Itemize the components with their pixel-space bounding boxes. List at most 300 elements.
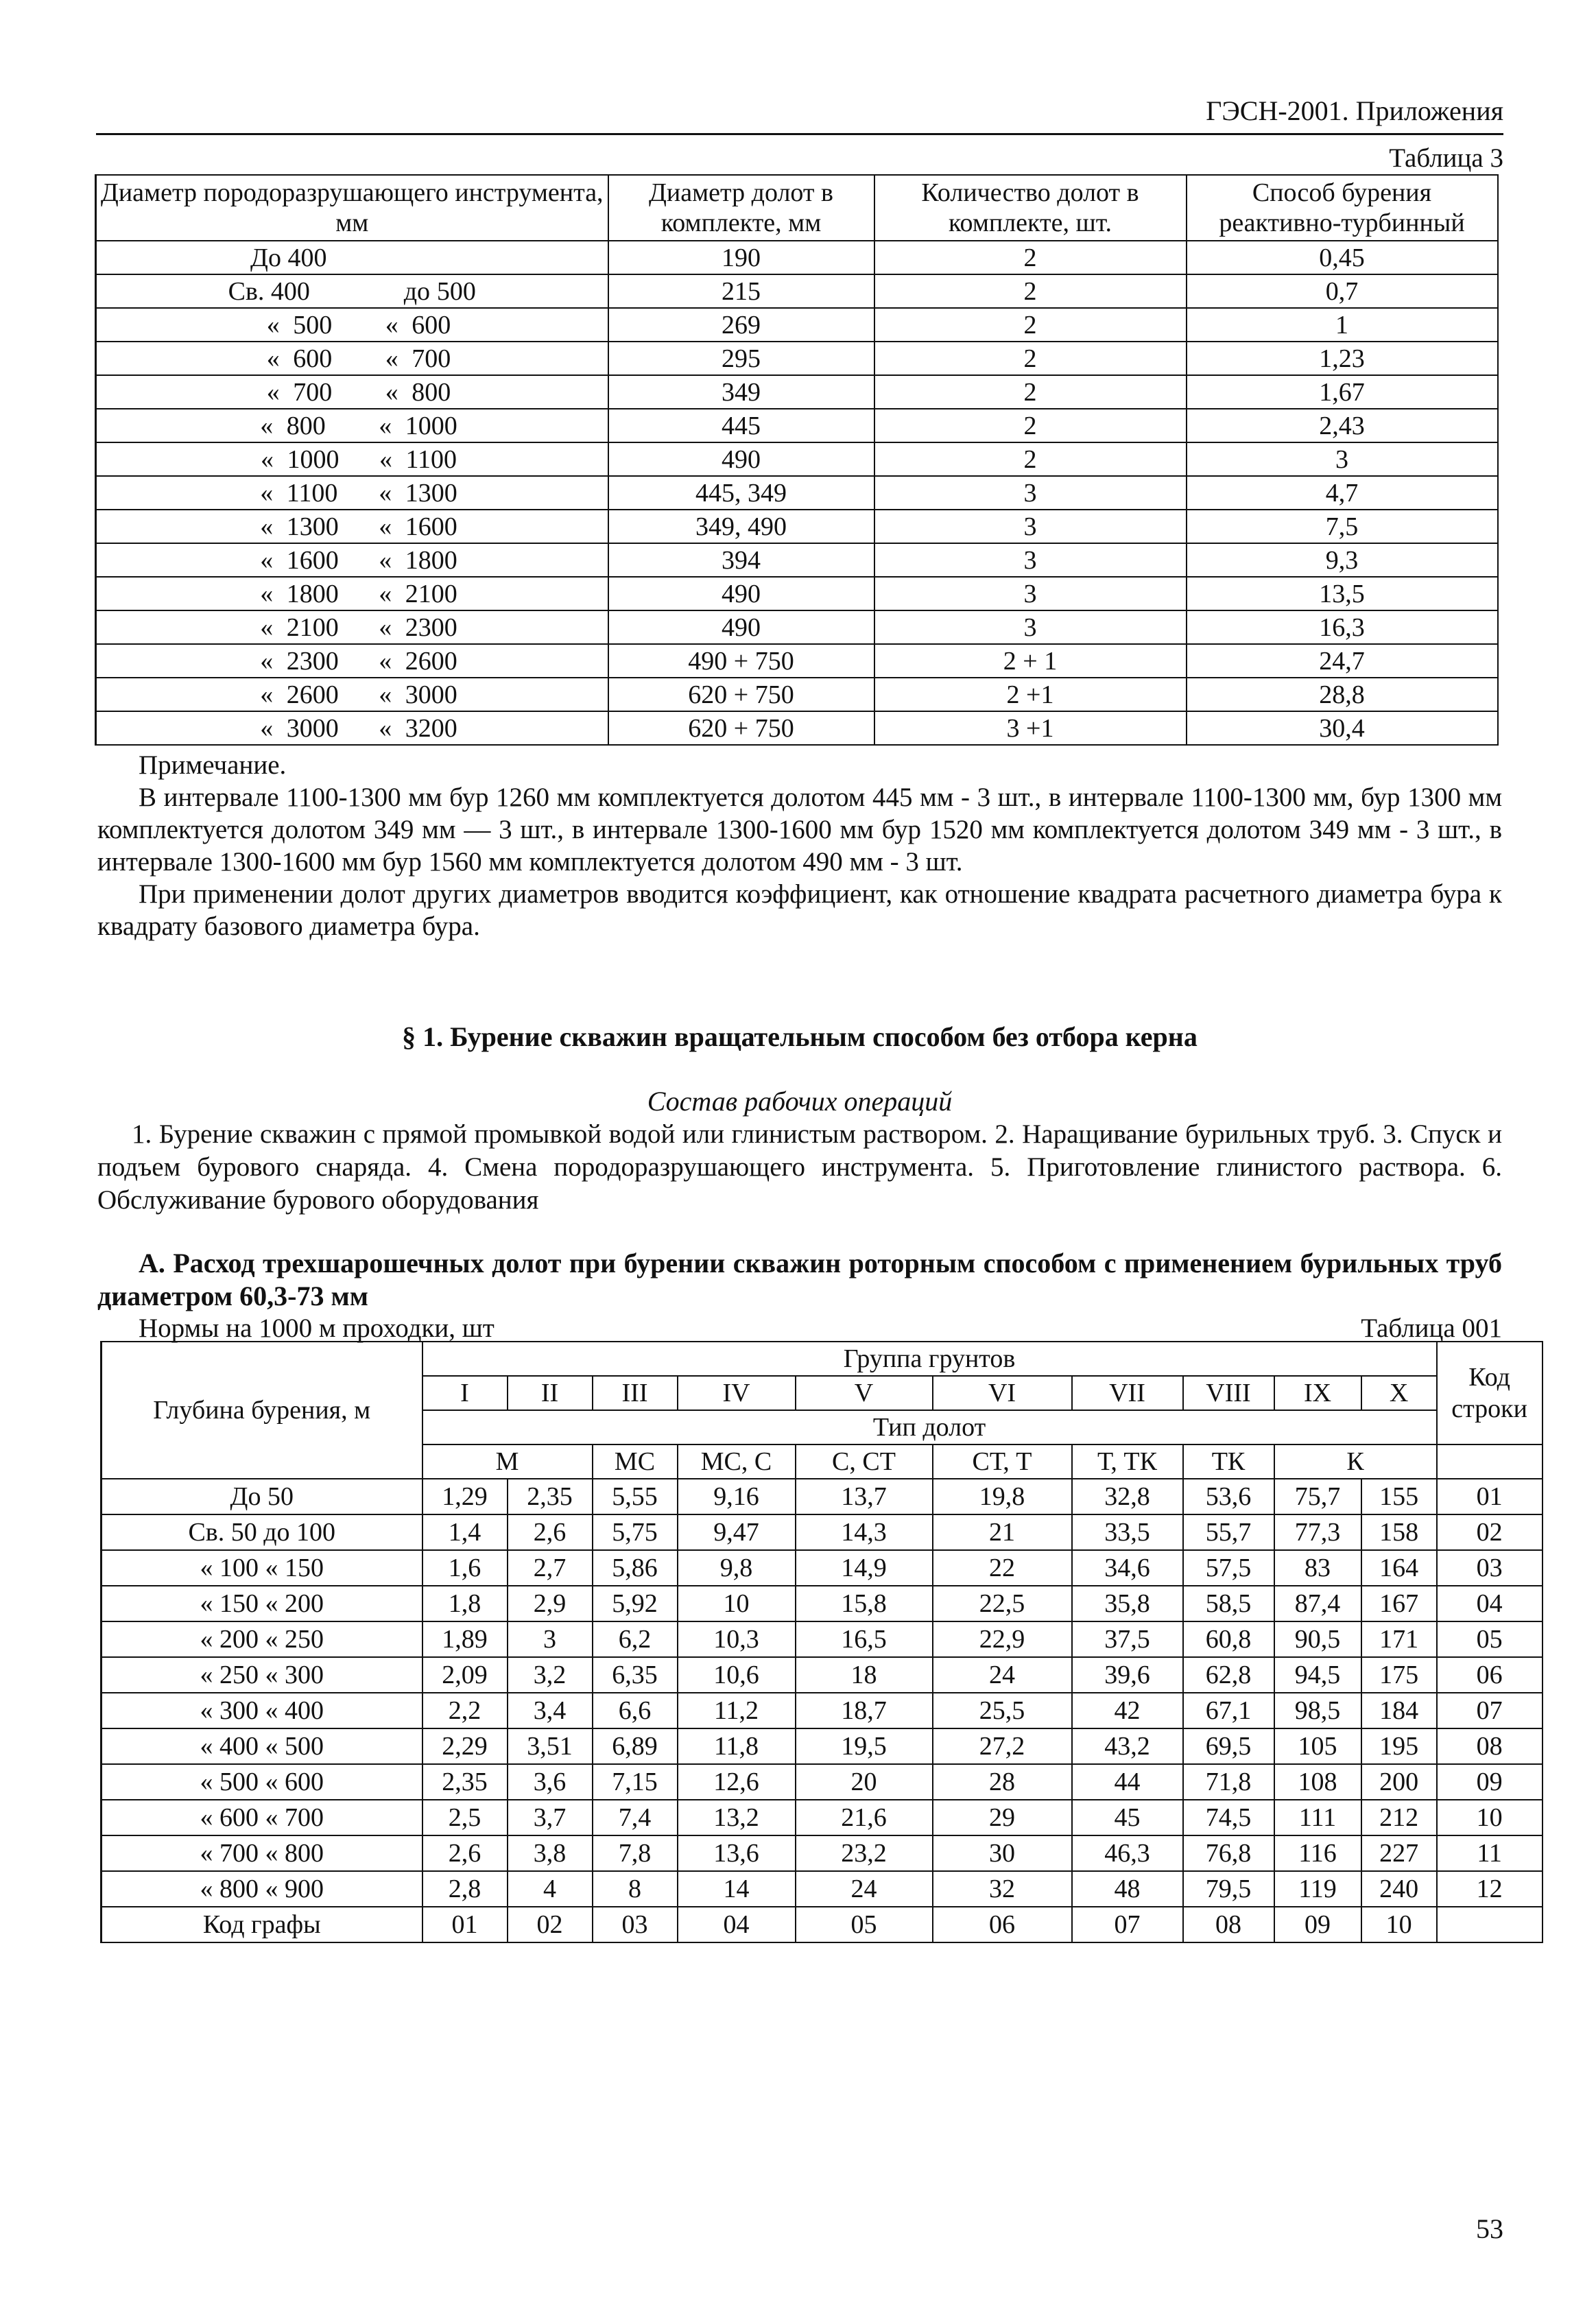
bit-count-cell: 3 [874, 543, 1187, 577]
norm-value-cell: 5,92 [593, 1586, 678, 1621]
tool-diameter-cell [96, 241, 608, 274]
norm-value-cell: 158 [1361, 1514, 1437, 1550]
tool-diameter-part: « [379, 613, 392, 642]
table-3-body [96, 241, 1498, 745]
column-code-cell: 05 [796, 1907, 933, 1942]
norm-value-cell: 4 [508, 1871, 593, 1907]
norm-value-cell: 35,8 [1072, 1586, 1183, 1621]
norm-value-cell: 6,6 [593, 1693, 678, 1728]
depth-cell: До 50 [102, 1479, 422, 1514]
table-3 [95, 174, 1499, 746]
norm-value-cell: 60,8 [1183, 1621, 1274, 1657]
norm-value-cell: 2,8 [422, 1871, 508, 1907]
row-code-cell: 10 [1437, 1800, 1543, 1835]
bit-type-cell: Т, ТК [1072, 1444, 1183, 1479]
norm-value-cell: 28 [933, 1764, 1072, 1800]
bit-count-cell: 2 [874, 274, 1187, 308]
norm-value-cell: 2,9 [508, 1586, 593, 1621]
norm-value-cell: 29 [933, 1800, 1072, 1835]
norm-value-cell: 19,8 [933, 1479, 1072, 1514]
tool-diameter-part: 1100 [405, 444, 457, 474]
norm-value-cell: 119 [1274, 1871, 1361, 1907]
tool-diameter-part: « [260, 444, 274, 474]
bit-type-cell: С, СТ [796, 1444, 933, 1479]
table-3-row [96, 409, 1498, 442]
column-code-row [102, 1907, 1543, 1942]
bit-type-cell: СТ, Т [933, 1444, 1072, 1479]
norm-value-cell: 18,7 [796, 1693, 933, 1728]
tool-diameter-part: 700 [412, 344, 451, 373]
bit-type-cell: М [422, 1444, 593, 1479]
page-number: 53 [1476, 2213, 1503, 2244]
tool-diameter-part: 2100 [405, 579, 457, 608]
tool-diameter-part: 2300 [405, 613, 457, 642]
norm-value-cell: 58,5 [1183, 1586, 1274, 1621]
bit-diameter-cell: 620 + 750 [608, 678, 874, 711]
bit-count-cell: 2 +1 [874, 678, 1187, 711]
method-value-cell: 28,8 [1187, 678, 1498, 711]
norm-value-cell: 3,7 [508, 1800, 593, 1835]
norm-value-cell: 155 [1361, 1479, 1437, 1514]
table-001-caption: Таблица 001 [1361, 1313, 1502, 1343]
bit-diameter-cell: 490 [608, 610, 874, 644]
norm-value-cell: 1,8 [422, 1586, 508, 1621]
table-3-row [96, 610, 1498, 644]
norm-value-cell: 39,6 [1072, 1657, 1183, 1693]
depth-cell: « 300 « 400 [102, 1693, 422, 1728]
norm-value-cell: 227 [1361, 1835, 1437, 1871]
tool-diameter-part: до [403, 276, 431, 306]
soil-group-cell: X [1361, 1376, 1437, 1410]
tool-diameter-cell [96, 610, 608, 644]
table-3-row [96, 274, 1498, 308]
norm-value-cell: 21 [933, 1514, 1072, 1550]
norm-value-cell: 20 [796, 1764, 933, 1800]
norm-value-cell: 2,35 [508, 1479, 593, 1514]
norm-value-cell: 94,5 [1274, 1657, 1361, 1693]
table-3-col-header: Количество долот в комплекте, шт. [874, 175, 1187, 241]
norm-value-cell: 77,3 [1274, 1514, 1361, 1550]
norm-value-cell: 2,6 [422, 1835, 508, 1871]
row-code-cell: 02 [1437, 1514, 1543, 1550]
norm-value-cell: 8 [593, 1871, 678, 1907]
norm-value-cell: 164 [1361, 1550, 1437, 1586]
norm-value-cell: 5,86 [593, 1550, 678, 1586]
soil-group-cell: VII [1072, 1376, 1183, 1410]
bit-diameter-cell: 490 [608, 442, 874, 476]
tool-diameter-part: 1600 [286, 545, 339, 575]
bit-count-cell: 3 [874, 476, 1187, 510]
row-code-cell: 03 [1437, 1550, 1543, 1586]
norm-value-cell: 34,6 [1072, 1550, 1183, 1586]
norm-value-cell: 9,8 [678, 1550, 796, 1586]
bit-diameter-cell: 445, 349 [608, 476, 874, 510]
soil-group-cell: IV [678, 1376, 796, 1410]
norm-value-cell: 87,4 [1274, 1586, 1361, 1621]
depth-header: Глубина бурения, м [102, 1342, 422, 1479]
operations-paragraph: 1. Бурение скважин с прямой промывкой водой или глинистым раствором. 2. Наращивание бурильных труб. 3. Спуск и подъем бурового снаряда. 4. Смена породоразрушающего инструмента. 5. Приготовление глинистого раствора. 6. Обслуживание бурового оборудования [97, 1119, 1502, 1215]
row-code-header: Код строки [1437, 1342, 1543, 1444]
norm-value-cell: 45 [1072, 1800, 1183, 1835]
table-001-row [102, 1550, 1543, 1586]
norm-value-cell: 3,8 [508, 1835, 593, 1871]
bit-count-cell: 3 [874, 577, 1187, 610]
tool-diameter-part: « [379, 646, 392, 676]
soil-group-cell: V [796, 1376, 933, 1410]
table-3-row [96, 308, 1498, 342]
tool-diameter-part: 3200 [405, 713, 457, 743]
tool-diameter-part: 1100 [286, 478, 338, 508]
row-code-cell: 07 [1437, 1693, 1543, 1728]
norm-value-cell: 11,8 [678, 1728, 796, 1764]
norm-value-cell: 69,5 [1183, 1728, 1274, 1764]
row-code-cell: 11 [1437, 1835, 1543, 1871]
bit-count-cell: 3 +1 [874, 711, 1187, 745]
table-3-row [96, 476, 1498, 510]
tool-diameter-part: 1800 [286, 579, 339, 608]
norm-value-cell: 5,75 [593, 1514, 678, 1550]
tool-diameter-part: « [266, 310, 280, 340]
depth-cell: « 500 « 600 [102, 1764, 422, 1800]
norm-value-cell: 111 [1274, 1800, 1361, 1835]
bit-type-cell: МС, С [678, 1444, 796, 1479]
norm-value-cell: 3,2 [508, 1657, 593, 1693]
table-001-row [102, 1693, 1543, 1728]
row-code-cell: 04 [1437, 1586, 1543, 1621]
norm-value-cell: 11,2 [678, 1693, 796, 1728]
norm-value-cell: 30 [933, 1835, 1072, 1871]
norm-value-cell: 74,5 [1183, 1800, 1274, 1835]
norm-value-cell: 195 [1361, 1728, 1437, 1764]
method-value-cell: 30,4 [1187, 711, 1498, 745]
section-subtitle: Состав рабочих операций [647, 1086, 953, 1117]
norm-value-cell: 9,47 [678, 1514, 796, 1550]
tool-diameter-part: 3000 [405, 680, 457, 709]
bit-type-header: Тип долот [422, 1410, 1437, 1444]
method-value-cell: 1,23 [1187, 342, 1498, 375]
tool-diameter-part: 1300 [286, 512, 339, 541]
bit-diameter-cell: 190 [608, 241, 874, 274]
bit-count-cell: 2 [874, 308, 1187, 342]
table-3-row [96, 543, 1498, 577]
norm-value-cell: 21,6 [796, 1800, 933, 1835]
norm-value-cell: 3,6 [508, 1764, 593, 1800]
norm-value-cell: 53,6 [1183, 1479, 1274, 1514]
table-001 [100, 1341, 1543, 1943]
tool-diameter-cell [96, 644, 608, 678]
soil-group-cell: IX [1274, 1376, 1361, 1410]
depth-cell: Св. 50 до 100 [102, 1514, 422, 1550]
bit-diameter-cell: 215 [608, 274, 874, 308]
norm-value-cell: 2,09 [422, 1657, 508, 1693]
table-001-row [102, 1621, 1543, 1657]
norm-value-cell: 15,8 [796, 1586, 933, 1621]
tool-diameter-part: « [260, 545, 274, 575]
norm-value-cell: 3,4 [508, 1693, 593, 1728]
norm-value-cell: 48 [1072, 1871, 1183, 1907]
norm-value-cell: 7,8 [593, 1835, 678, 1871]
tool-diameter-cell [96, 711, 608, 745]
row-code-cell: 05 [1437, 1621, 1543, 1657]
tool-diameter-part: До 400 [250, 243, 327, 272]
soil-group-cell: VIII [1183, 1376, 1274, 1410]
table-3-row [96, 241, 1498, 274]
table-001-row [102, 1728, 1543, 1764]
norm-value-cell: 62,8 [1183, 1657, 1274, 1693]
table-3-col-header: Диаметр породоразрушающего инструмента, мм [96, 175, 608, 241]
norm-value-cell: 43,2 [1072, 1728, 1183, 1764]
table-3-row [96, 711, 1498, 745]
tool-diameter-part: 1000 [287, 444, 340, 474]
bit-count-cell: 2 [874, 375, 1187, 409]
row-code-cell: 06 [1437, 1657, 1543, 1693]
tool-diameter-part: 500 [436, 276, 476, 306]
norm-value-cell: 184 [1361, 1693, 1437, 1728]
tool-diameter-cell [96, 577, 608, 610]
soil-group-cell: VI [933, 1376, 1072, 1410]
tool-diameter-part: « [260, 512, 274, 541]
norm-value-cell: 6,35 [593, 1657, 678, 1693]
norm-value-cell: 16,5 [796, 1621, 933, 1657]
tool-diameter-part: « [260, 646, 274, 676]
depth-cell: « 100 « 150 [102, 1550, 422, 1586]
table-001-row [102, 1479, 1543, 1514]
method-value-cell: 1 [1187, 308, 1498, 342]
method-value-cell: 2,43 [1187, 409, 1498, 442]
norm-value-cell: 23,2 [796, 1835, 933, 1871]
table-3-col-header: Способ бурения реактивно-турбинный [1187, 175, 1498, 241]
tool-diameter-part: « [385, 377, 398, 407]
bit-diameter-cell: 394 [608, 543, 874, 577]
column-code-cell: 09 [1274, 1907, 1361, 1942]
table-3-row [96, 510, 1498, 543]
tool-diameter-part: « [260, 411, 274, 440]
bit-diameter-cell: 349, 490 [608, 510, 874, 543]
norm-value-cell: 200 [1361, 1764, 1437, 1800]
depth-cell: « 600 « 700 [102, 1800, 422, 1835]
tool-diameter-cell [96, 543, 608, 577]
soil-group-cell: II [508, 1376, 593, 1410]
method-value-cell: 4,7 [1187, 476, 1498, 510]
row-code-cell: 09 [1437, 1764, 1543, 1800]
column-code-cell: 02 [508, 1907, 593, 1942]
tool-diameter-cell [96, 342, 608, 375]
norm-value-cell: 14,3 [796, 1514, 933, 1550]
soil-group-cell: III [593, 1376, 678, 1410]
table-001-title-text: А. Расход трехшарошечных долот при бурении скважин роторным способом с применением бурильных труб диаметром 60,3-73 мм [97, 1248, 1502, 1311]
norm-value-cell: 32 [933, 1871, 1072, 1907]
tool-diameter-part: 1000 [405, 411, 457, 440]
bit-diameter-cell: 490 [608, 577, 874, 610]
tool-diameter-part: « [379, 478, 392, 508]
table-3-header-row [96, 175, 1498, 241]
norm-value-cell: 71,8 [1183, 1764, 1274, 1800]
method-value-cell: 1,67 [1187, 375, 1498, 409]
tool-diameter-part: 500 [293, 310, 333, 340]
bit-count-cell: 2 [874, 409, 1187, 442]
norm-value-cell: 10 [678, 1586, 796, 1621]
table-3-row [96, 375, 1498, 409]
table-3-row [96, 442, 1498, 476]
tool-diameter-cell [96, 476, 608, 510]
header-rule [96, 133, 1503, 135]
table-3-caption: Таблица 3 [1389, 143, 1503, 173]
norm-value-cell: 27,2 [933, 1728, 1072, 1764]
bit-diameter-cell: 349 [608, 375, 874, 409]
norm-value-cell: 171 [1361, 1621, 1437, 1657]
tool-diameter-part: « [266, 344, 280, 373]
depth-cell: « 800 « 900 [102, 1871, 422, 1907]
norm-value-cell: 7,15 [593, 1764, 678, 1800]
method-value-cell: 24,7 [1187, 644, 1498, 678]
tool-diameter-part: 2600 [405, 646, 457, 676]
tool-diameter-cell [96, 375, 608, 409]
norm-value-cell: 5,55 [593, 1479, 678, 1514]
tool-diameter-part: « [266, 377, 280, 407]
column-code-cell: 10 [1361, 1907, 1437, 1942]
norm-value-cell: 10,3 [678, 1621, 796, 1657]
norm-value-cell: 3 [508, 1621, 593, 1657]
column-code-blank [1437, 1907, 1543, 1942]
method-value-cell: 16,3 [1187, 610, 1498, 644]
norm-value-cell: 19,5 [796, 1728, 933, 1764]
table-001-header-row [102, 1342, 1543, 1376]
norm-value-cell: 24 [933, 1657, 1072, 1693]
norm-value-cell: 25,5 [933, 1693, 1072, 1728]
tool-diameter-part: 1800 [405, 545, 457, 575]
norm-value-cell: 14 [678, 1871, 796, 1907]
norm-value-cell: 33,5 [1072, 1514, 1183, 1550]
tool-diameter-cell [96, 274, 608, 308]
method-value-cell: 0,7 [1187, 274, 1498, 308]
norm-value-cell: 22,9 [933, 1621, 1072, 1657]
bit-type-cell: К [1274, 1444, 1437, 1479]
norm-value-cell: 79,5 [1183, 1871, 1274, 1907]
tool-diameter-part: « [379, 713, 392, 743]
tool-diameter-part: 2300 [286, 646, 339, 676]
norm-value-cell: 6,89 [593, 1728, 678, 1764]
norm-value-cell: 116 [1274, 1835, 1361, 1871]
norm-value-cell: 22 [933, 1550, 1072, 1586]
table-3-row [96, 577, 1498, 610]
column-code-label: Код графы [102, 1907, 422, 1942]
norm-value-cell: 12,6 [678, 1764, 796, 1800]
bit-diameter-cell: 269 [608, 308, 874, 342]
table-001-row [102, 1871, 1543, 1907]
bit-type-cell: ТК [1183, 1444, 1274, 1479]
running-header: ГЭСН-2001. Приложения [1206, 95, 1503, 126]
row-code-cell: 08 [1437, 1728, 1543, 1764]
depth-cell: « 400 « 500 [102, 1728, 422, 1764]
norm-value-cell: 13,7 [796, 1479, 933, 1514]
norm-value-cell: 10,6 [678, 1657, 796, 1693]
tool-diameter-part: 800 [412, 377, 451, 407]
method-value-cell: 9,3 [1187, 543, 1498, 577]
bit-diameter-cell: 490 + 750 [608, 644, 874, 678]
tool-diameter-part: « [385, 310, 398, 340]
table-001-row [102, 1514, 1543, 1550]
bit-count-cell: 2 [874, 342, 1187, 375]
norm-value-cell: 2,7 [508, 1550, 593, 1586]
row-code-cell: 01 [1437, 1479, 1543, 1514]
depth-cell: « 150 « 200 [102, 1586, 422, 1621]
tool-diameter-part: 800 [286, 411, 326, 440]
norm-value-cell: 14,9 [796, 1550, 933, 1586]
norm-value-cell: 18 [796, 1657, 933, 1693]
norm-value-cell: 37,5 [1072, 1621, 1183, 1657]
tool-diameter-part: 600 [412, 310, 451, 340]
norm-value-cell: 212 [1361, 1800, 1437, 1835]
operations-text [97, 1118, 1502, 1217]
tool-diameter-part: « [260, 579, 274, 608]
norm-value-cell: 13,6 [678, 1835, 796, 1871]
norm-value-cell: 42 [1072, 1693, 1183, 1728]
norm-value-cell: 7,4 [593, 1800, 678, 1835]
table-001-row [102, 1657, 1543, 1693]
norm-value-cell: 46,3 [1072, 1835, 1183, 1871]
norm-value-cell: 3,51 [508, 1728, 593, 1764]
method-value-cell: 13,5 [1187, 577, 1498, 610]
norm-value-cell: 75,7 [1274, 1479, 1361, 1514]
depth-cell: « 200 « 250 [102, 1621, 422, 1657]
column-code-cell: 08 [1183, 1907, 1274, 1942]
bit-count-cell: 3 [874, 510, 1187, 543]
note [97, 749, 1502, 942]
method-value-cell: 0,45 [1187, 241, 1498, 274]
norm-value-cell: 167 [1361, 1586, 1437, 1621]
tool-diameter-part: « [260, 680, 274, 709]
tool-diameter-cell [96, 442, 608, 476]
note-paragraph: При применении долот других диаметров вводится коэффициент, как отношение квадрата расчетного диаметра бура к квадрату базового диаметра бура. [97, 879, 1502, 941]
tool-diameter-part: 3000 [286, 713, 339, 743]
bit-count-cell: 2 + 1 [874, 644, 1187, 678]
norm-value-cell: 76,8 [1183, 1835, 1274, 1871]
row-code-blank [1437, 1444, 1543, 1479]
norm-value-cell: 2,2 [422, 1693, 508, 1728]
norm-value-cell: 98,5 [1274, 1693, 1361, 1728]
norm-value-cell: 1,4 [422, 1514, 508, 1550]
table-3-row [96, 342, 1498, 375]
tool-diameter-part: « [379, 444, 392, 474]
table-001-body [102, 1342, 1543, 1942]
tool-diameter-cell [96, 409, 608, 442]
bit-count-cell: 2 [874, 241, 1187, 274]
tool-diameter-part: 600 [293, 344, 333, 373]
depth-cell: « 250 « 300 [102, 1657, 422, 1693]
norm-value-cell: 175 [1361, 1657, 1437, 1693]
bit-diameter-cell: 295 [608, 342, 874, 375]
tool-diameter-part: « [385, 344, 398, 373]
tool-diameter-part: « [379, 411, 392, 440]
tool-diameter-part: « [379, 545, 392, 575]
norm-value-cell: 24 [796, 1871, 933, 1907]
norm-value-cell: 32,8 [1072, 1479, 1183, 1514]
table-001-title [97, 1247, 1502, 1313]
section-title: § 1. Бурение скважин вращательным способом без отбора керна [402, 1021, 1198, 1052]
norm-value-cell: 108 [1274, 1764, 1361, 1800]
norm-value-cell: 44 [1072, 1764, 1183, 1800]
norm-value-cell: 2,6 [508, 1514, 593, 1550]
tool-diameter-part: « [379, 680, 392, 709]
table-001-row [102, 1586, 1543, 1621]
tool-diameter-part: « [260, 713, 274, 743]
note-paragraph: В интервале 1100-1300 мм бур 1260 мм комплектуется долотом 445 мм - 3 шт., в интервале 1100-1300 мм, бур 1300 мм комплектуется долотом 349 мм — 3 шт., в интервале 1300-1600 мм бур 1520 мм комплектуется долотом 349 мм - 3 шт., в интервале 1300-1600 мм бур 1560 мм комплектуется долотом 490 мм - 3 шт. [97, 783, 1502, 877]
row-code-cell: 12 [1437, 1871, 1543, 1907]
tool-diameter-part: « [260, 478, 274, 508]
soil-group-header: Группа грунтов [422, 1342, 1437, 1376]
table-001-row [102, 1800, 1543, 1835]
column-code-cell: 06 [933, 1907, 1072, 1942]
